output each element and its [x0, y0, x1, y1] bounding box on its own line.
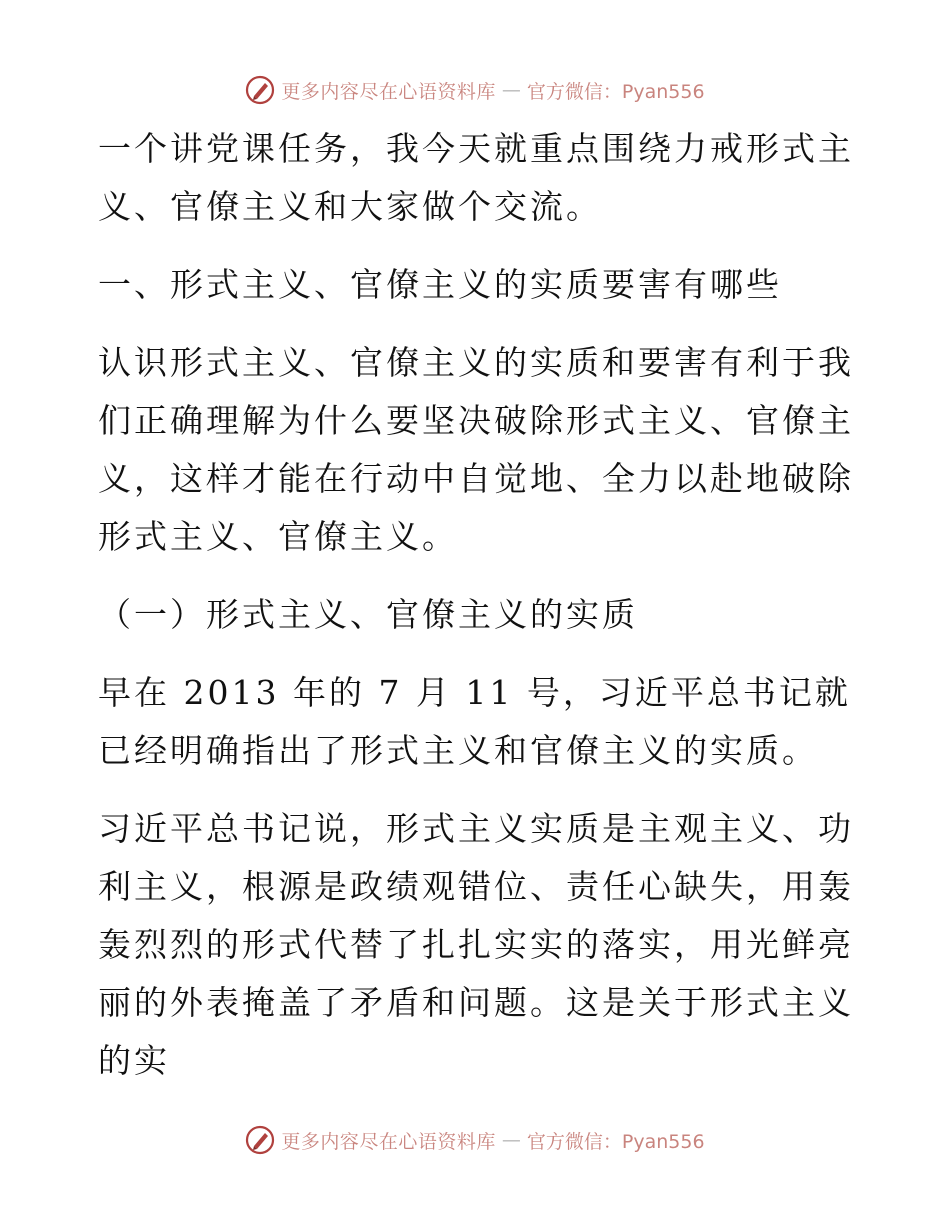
paragraph: 一个讲党课任务，我今天就重点围绕力戒形式主义、官僚主义和大家做个交流。 [98, 129, 854, 226]
paragraph: 习近平总书记说，形式主义实质是主观主义、功利主义，根源是政绩观错位、责任心缺失，用轰轰烈烈的形式代替了扎扎实实的落实，用光鲜亮丽的外表掩盖了矛盾和问题。这是关于形式主义的实 [98, 809, 854, 1080]
watermark-dash: — [501, 79, 521, 101]
paragraph: 认识形式主义、官僚主义的实质和要害有利于我们正确理解为什么要坚决破除形式主义、官僚主义，这样才能在行动中自觉地、全力以赴地破除形式主义、官僚主义。 [98, 343, 854, 556]
pen-logo-icon [245, 75, 275, 105]
paragraph: 早在 2013 年的 7 月 11 号，习近平总书记就已经明确指出了形式主义和官僚主义的实质。 [98, 673, 851, 770]
watermark-brand: 更多内容尽在心语资料库 [281, 80, 496, 103]
header-watermark [0, 70, 950, 110]
watermark-suffix: 官方微信：Pyan556 [526, 1130, 705, 1153]
subsection-heading: （一）形式主义、官僚主义的实质 [98, 595, 638, 634]
footer-watermark [0, 1120, 950, 1160]
watermark-dash: — [501, 1129, 521, 1151]
document-body [98, 120, 858, 1090]
watermark-suffix: 官方微信：Pyan556 [526, 80, 705, 103]
pen-logo-icon [245, 1125, 275, 1155]
watermark-brand: 更多内容尽在心语资料库 [281, 1130, 496, 1153]
section-heading: 一、形式主义、官僚主义的实质要害有哪些 [98, 265, 782, 304]
